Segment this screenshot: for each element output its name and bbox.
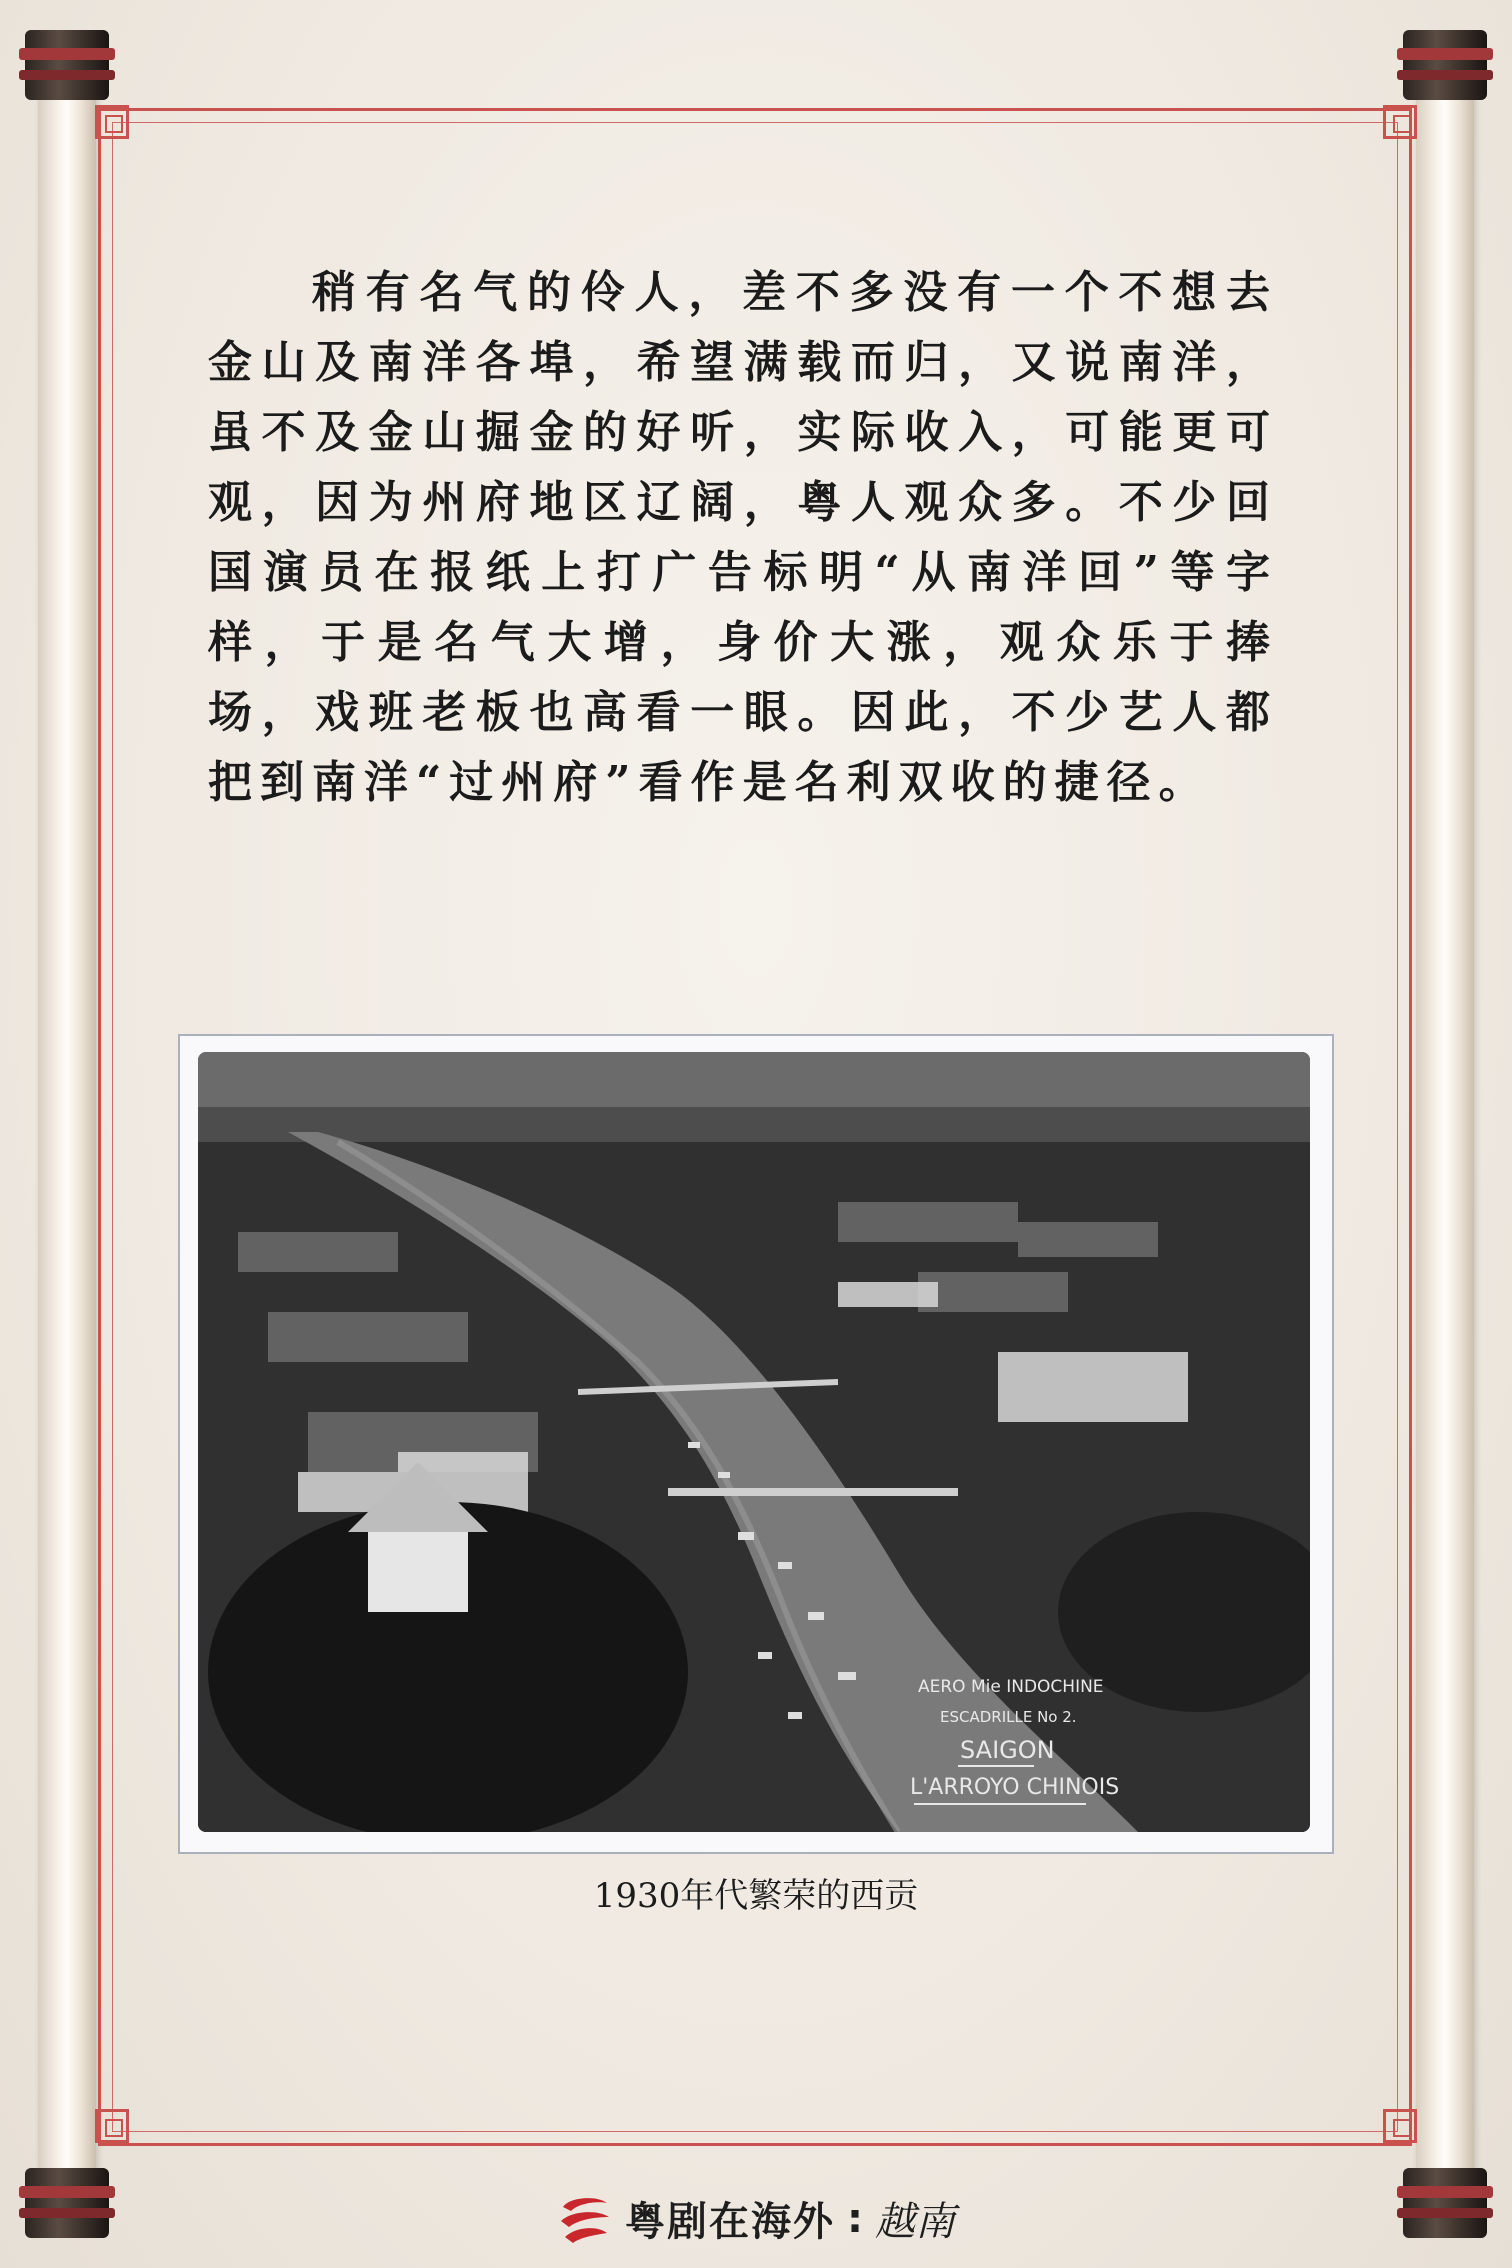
footer-brand <box>0 2190 1512 2247</box>
frame-corner-ornament <box>95 105 129 139</box>
photo-stamp-line1: AERO Mie INDOCHINE <box>918 1677 1104 1697</box>
scroll-cap-top-right <box>1403 30 1487 100</box>
historic-saigon-photo <box>198 1052 1310 1832</box>
photo-caption: 1930年代繁荣的西贡 <box>593 1876 919 1916</box>
photo-stamp-line2: ESCADRILLE No 2. <box>940 1708 1077 1726</box>
photo-stamp-line4: L'ARROYO CHINOIS <box>910 1775 1120 1800</box>
footer-subtitle: 越南 <box>875 2199 955 2245</box>
footer-title: 粤剧在海外 <box>625 2199 835 2245</box>
frame-corner-ornament <box>1383 105 1417 139</box>
scroll-cap-top-left <box>25 30 109 100</box>
frame-corner-ornament <box>1383 2109 1417 2143</box>
footer-separator: : <box>847 2195 863 2242</box>
photo-stamp-line3: SAIGON <box>960 1736 1055 1764</box>
frame-corner-ornament <box>95 2109 129 2143</box>
article-paragraph: 稍有名气的伶人，差不多没有一个不想去金山及南洋各埠，希望满载而归，又说南洋，虽不及金山掘金的好听，实际收入，可能更可观，因为州府地区辽阔，粤人观众多。不少回国演员在报纸上打广告标明“从南洋回”等字样，于是名气大增，身价大涨，观众乐于捧场，戏班老板也高看一眼。因此，不少艺人都把到南洋“过州府”看作是名利双收的捷径。 <box>208 267 1278 808</box>
cantonese-opera-logo-icon <box>557 2191 613 2247</box>
article-text <box>208 258 1278 818</box>
